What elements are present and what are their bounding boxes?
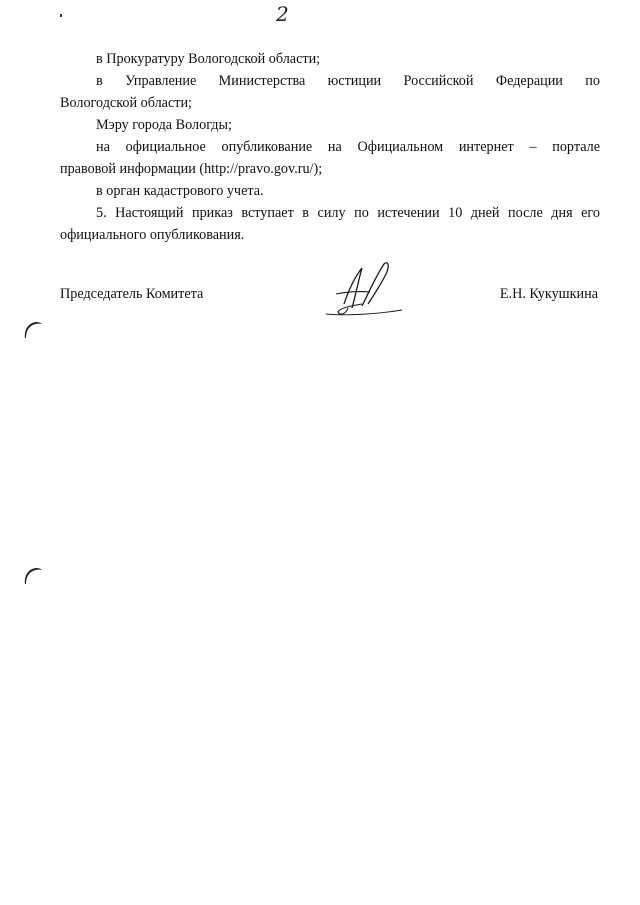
signature-icon	[318, 258, 410, 322]
paragraph-recipient-prosecutor: в Прокуратуру Вологодской области;	[96, 51, 321, 67]
paragraph-recipient-justice-line1: в Управление Министерства юстиции Российской Федерации по	[96, 73, 600, 89]
binder-hole-mark-icon	[22, 318, 44, 340]
paragraph-recipient-cadastre: в орган кадастрового учета.	[96, 183, 264, 199]
signatory-name: Е.Н. Кукушкина	[499, 286, 598, 302]
paragraph-publication-line2: правовой информации (http://pravo.gov.ru/);	[60, 161, 323, 177]
scan-artifact-mark	[60, 14, 62, 17]
page-number: 2	[276, 2, 289, 26]
binder-hole-mark-icon	[22, 564, 44, 586]
signatory-role: Председатель Комитета	[60, 286, 204, 302]
paragraph-effective-line2: официального опубликования.	[60, 227, 245, 243]
paragraph-recipient-mayor: Мэру города Вологды;	[96, 117, 232, 133]
document-body	[60, 48, 600, 246]
paragraph-effective-line1: 5. Настоящий приказ вступает в силу по истечении 10 дней после дня его	[96, 205, 600, 221]
paragraph-publication-line1: на официальное опубликование на Официальном интернет – портале	[96, 139, 600, 155]
paragraph-recipient-justice-line2: Вологодской области;	[60, 95, 192, 111]
